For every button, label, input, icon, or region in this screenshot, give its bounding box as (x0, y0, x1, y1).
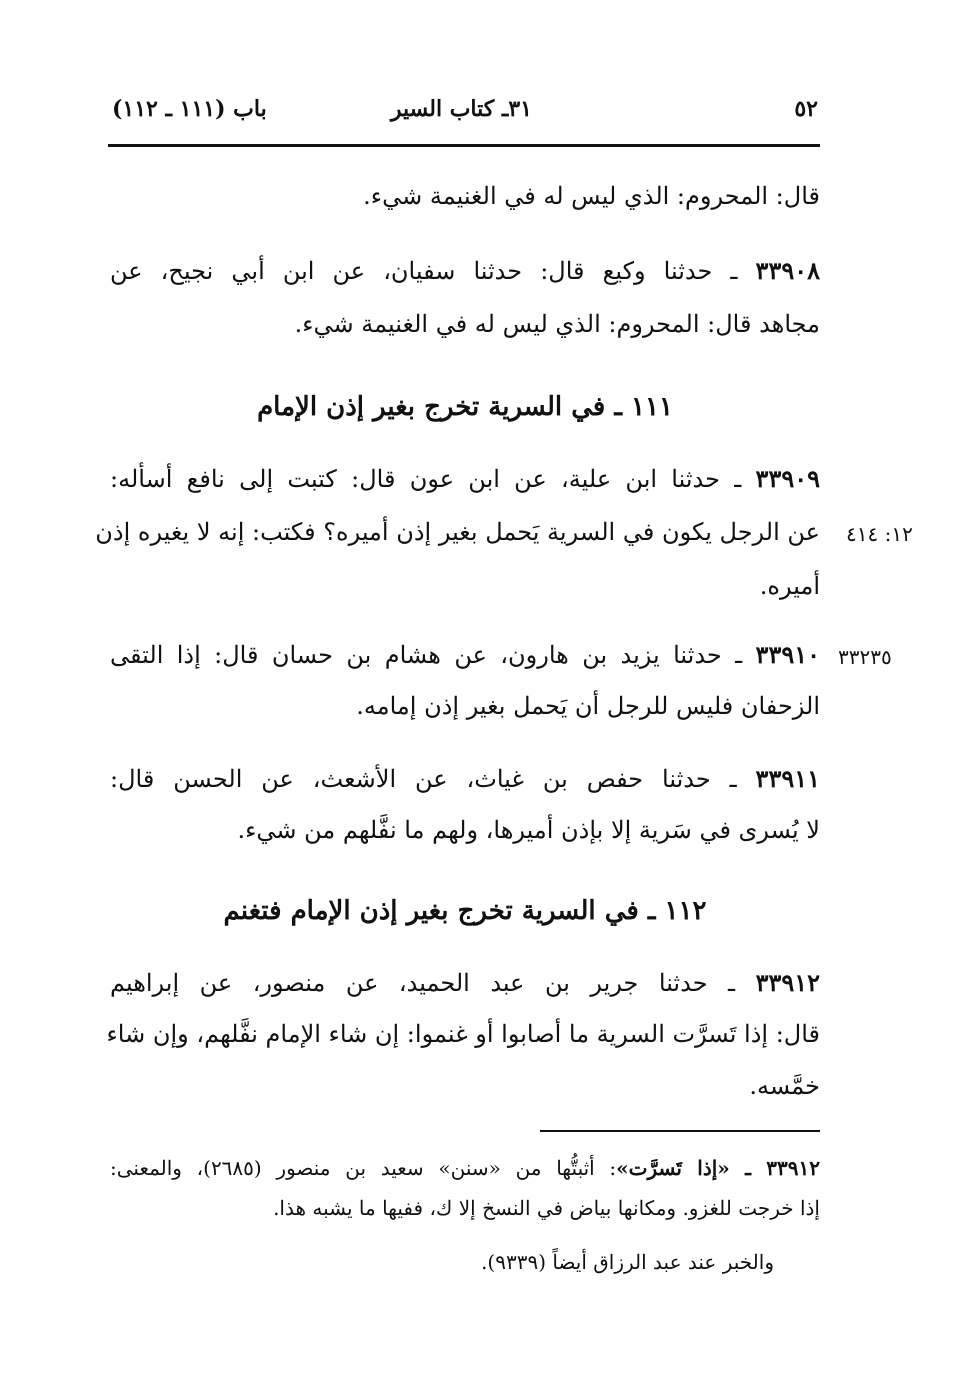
hadith-text: ـ حدثنا جرير بن عبد الحميد، عن منصور، عن إبراهيم (110, 969, 756, 997)
hadith-33912-line-3: خمَّسه. (749, 1072, 820, 1100)
hadith-text: ـ حدثنا يزيد بن هارون، عن هشام بن حسان قال: إذا التقى (110, 641, 756, 669)
hadith-33911-line-2: لا يُسرى في سَرية إلا بإذن أميرها، ولهم ما نفَّلهم من شيء. (237, 816, 820, 844)
hadith-number: ٣٣٩١٢ (755, 968, 821, 997)
hadith-33909-line-2: عن الرجل يكون في السرية يَحمل بغير إذن أميره؟ فكتب: إنه لا يغيره إذن (95, 518, 820, 546)
chapter-heading-112: ١١٢ ـ في السرية تخرج بغير إذن الإمام فتغنم (223, 896, 707, 926)
chapter-range: باب (١١١ ـ ١١٢) (112, 96, 267, 122)
hadith-text: ـ حدثنا ابن علية، عن ابن عون قال: كتبت إلى نافع أسأله: (110, 465, 756, 493)
hadith-text: ـ حدثنا حفص بن غياث، عن الأشعث، عن الحسن قال: (110, 765, 756, 793)
hadith-33909-line-3: أميره. (759, 572, 820, 600)
margin-reference: ٣٣٢٣٥ (838, 645, 892, 669)
hadith-33910-line-1 (110, 640, 820, 669)
hadith-number: ٣٣٩٠٩ (755, 464, 820, 493)
hadith-text: ـ حدثنا وكيع قال: حدثنا سفيان، عن ابن أبي نجيح، عن (110, 257, 756, 285)
hadith-number: ٣٣٩١٠ (755, 640, 820, 669)
footnote-line-2: إذا خرجت للغزو. ومكانها بياض في النسخ إلا ك، ففيها ما يشبه هذا. (273, 1196, 820, 1220)
margin-reference: ١٢: ٤١٤ (846, 522, 913, 546)
text-line-1: قال: المحروم: الذي ليس له في الغنيمة شيء. (363, 182, 820, 210)
footnote-quote: ـ «إذا تَسرَّت» (616, 1156, 767, 1180)
footnote-line-3: والخبر عند عبد الرزاق أيضاً (٩٣٣٩). (481, 1250, 774, 1274)
hadith-33908-line-2: مجاهد قال: المحروم: الذي ليس له في الغنيمة شيء. (294, 310, 820, 338)
chapter-heading-111: ١١١ ـ في السرية تخرج بغير إذن الإمام (257, 392, 673, 422)
hadith-33912-line-1 (110, 968, 820, 997)
hadith-number: ٣٣٩١١ (755, 764, 820, 793)
footnote-number: ٣٣٩١٢ (766, 1156, 820, 1180)
page-number: ٥٢ (794, 96, 818, 122)
hadith-33908-line-1 (110, 256, 820, 285)
header-rule (108, 144, 820, 147)
hadith-33910-line-2: الزحفان فليس للرجل أن يَحمل بغير إذن إمامه. (356, 692, 820, 720)
footnote-line-1 (110, 1156, 820, 1180)
hadith-33911-line-1 (110, 764, 820, 793)
footnote-separator (540, 1130, 820, 1132)
book-title: ٣١ـ كتاب السير (390, 96, 532, 122)
hadith-number: ٣٣٩٠٨ (755, 256, 820, 285)
hadith-33912-line-2: قال: إذا تَسرَّت السرية ما أصابوا أو غنموا: إن شاء الإمام نفَّلهم، وإن شاء (106, 1020, 820, 1048)
footnote-text: : أثبتُّها من «سنن» سعيد بن منصور (٢٦٨٥)، والمعنى: (110, 1156, 617, 1180)
hadith-33909-line-1 (110, 464, 820, 493)
